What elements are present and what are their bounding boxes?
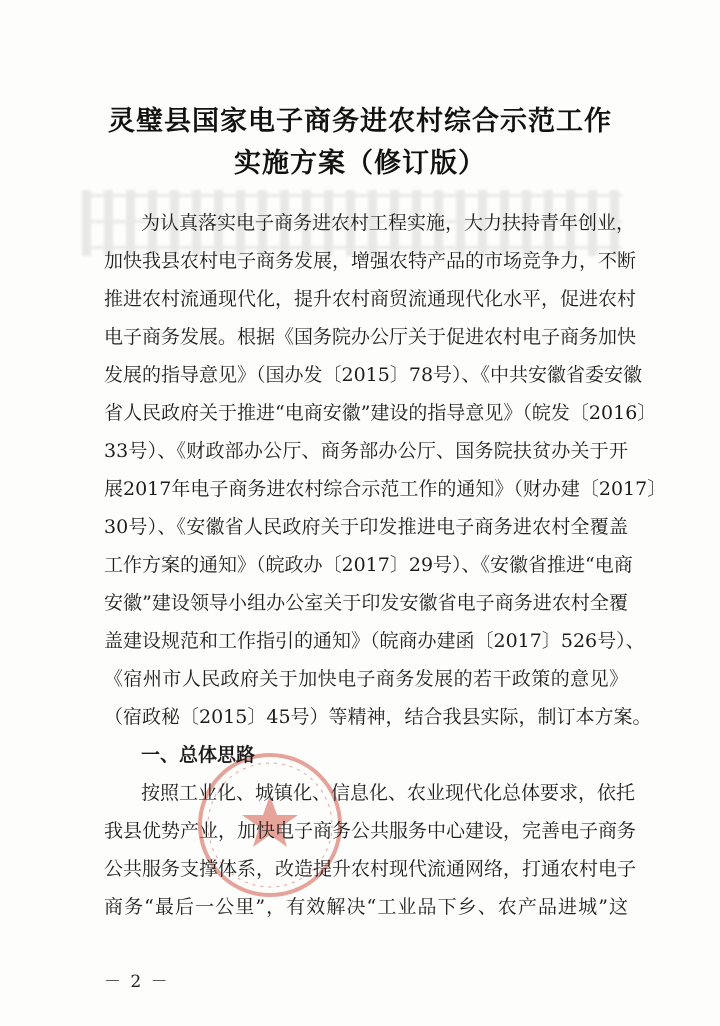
document-title-line-2: 实施方案（修订版）	[234, 148, 486, 179]
paragraph-1-line: 为认真落实电子商务进农村工程实施，大力扶持青年创业，	[141, 212, 636, 234]
paragraph-1-line: 盖建设规范和工作指引的通知》（皖商办建函〔2017〕526号）、	[104, 630, 645, 652]
paragraph-1-line: 加快我县农村电子商务发展，增强农特产品的市场竞争力，不断	[104, 250, 637, 272]
paragraph-1-line: 安徽”建设领导小组办公室关于印发安徽省电子商务进农村全覆	[104, 592, 628, 614]
document-title-line-1: 灵璧县国家电子商务进农村综合示范工作	[108, 106, 612, 137]
paragraph-1-line: （宿政秘〔2015〕45号）等精神，结合我县实际，制订本方案。	[104, 706, 652, 728]
paragraph-2-line: 我县优势产业，加快电子商务公共服务中心建设，完善电子商务	[104, 820, 637, 842]
paragraph-1-line: 发展的指导意见》（国办发〔2015〕78号）、《中共安徽省委安徽	[104, 364, 643, 386]
paragraph-1-line: 工作方案的通知》（皖政办〔2017〕29号）、《安徽省推进“电商	[104, 554, 633, 576]
paragraph-1-line: 电子商务发展。根据《国务院办公厅关于促进农村电子商务加快	[104, 326, 637, 348]
paragraph-1-line: 展2017年电子商务进农村综合示范工作的通知》（财办建〔2017〕	[104, 478, 667, 500]
paragraph-1-line: 33号）、《财政部办公厅、商务部办公厅、国务院扶贫办关于开	[104, 440, 628, 462]
paragraph-2-line: 商务“最后一公里”，有效解决“工业品下乡、农产品进城”这	[104, 896, 628, 918]
paragraph-1-line: 省人民政府关于推进“电商安徽”建设的指导意见》（皖发〔2016〕	[104, 402, 657, 424]
paragraph-1-line: 30号）、《安徽省人民政府关于印发推进电子商务进农村全覆盖	[104, 516, 628, 538]
paragraph-1-line: 《宿州市人民政府关于加快电子商务发展的若干政策的意见》	[104, 668, 628, 690]
paragraph-2-line: 公共服务支撑体系，改造提升农村现代流通网络，打通农村电子	[104, 858, 637, 880]
paragraph-2-line: 按照工业化、城镇化、信息化、农业现代化总体要求，依托	[141, 782, 636, 804]
paragraph-1-line: 推进农村流通现代化，提升农村商贸流通现代化水平，促进农村	[104, 288, 637, 310]
page-number: － 2 －	[104, 972, 170, 992]
section-1-heading: 一、总体思路	[141, 744, 256, 766]
